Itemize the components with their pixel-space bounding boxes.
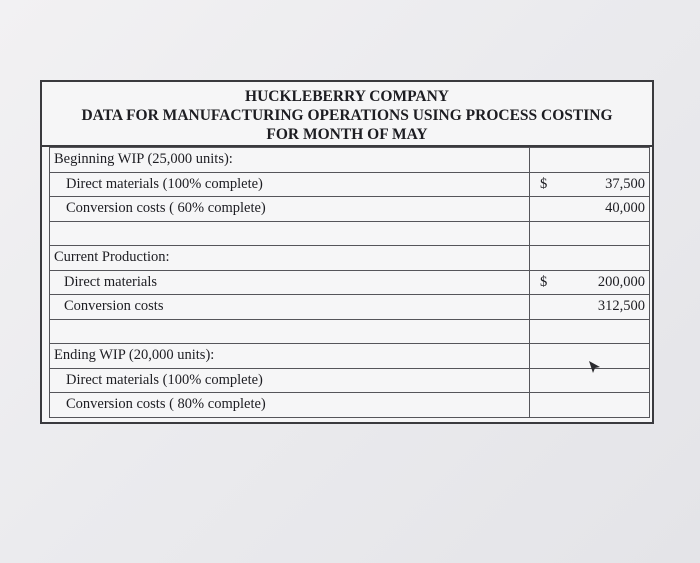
empty-cell bbox=[530, 393, 650, 418]
current-cc-label: Conversion costs bbox=[50, 295, 530, 320]
empty-cell bbox=[530, 221, 650, 246]
current-dm-amount: 200,000 bbox=[597, 273, 645, 290]
beginning-wip-title: Beginning WIP (25,000 units): bbox=[50, 148, 530, 173]
beginning-dm-cell bbox=[530, 172, 650, 197]
beginning-dm-amount: 37,500 bbox=[605, 175, 645, 192]
table-row bbox=[50, 197, 650, 222]
company-name: HUCKLEBERRY COMPANY bbox=[245, 88, 449, 105]
beginning-cc-label: Conversion costs ( 60% complete) bbox=[50, 197, 530, 222]
beginning-dm-currency: $ bbox=[540, 175, 548, 192]
sheet-subtitle: DATA FOR MANUFACTURING OPERATIONS USING PROCESS COSTING bbox=[81, 107, 613, 124]
mouse-cursor-icon bbox=[588, 360, 602, 374]
beginning-cc-amount: 40,000 bbox=[530, 197, 650, 222]
table-row bbox=[50, 319, 650, 344]
beginning-dm-label: Direct materials (100% complete) bbox=[50, 172, 530, 197]
sheet-header bbox=[42, 82, 652, 147]
current-dm-cell bbox=[530, 270, 650, 295]
empty-cell bbox=[530, 148, 650, 173]
table-row bbox=[50, 172, 650, 197]
current-production-title: Current Production: bbox=[50, 246, 530, 271]
empty-cell bbox=[530, 246, 650, 271]
table-row bbox=[50, 221, 650, 246]
empty-cell bbox=[50, 319, 530, 344]
table-row bbox=[50, 148, 650, 173]
table-row bbox=[50, 270, 650, 295]
table-row bbox=[50, 344, 650, 369]
costing-table bbox=[49, 147, 650, 418]
sheet-period: FOR MONTH OF MAY bbox=[266, 126, 428, 143]
costing-data-sheet bbox=[40, 80, 654, 424]
table-row bbox=[50, 368, 650, 393]
table-row bbox=[50, 246, 650, 271]
empty-cell bbox=[530, 319, 650, 344]
table-row bbox=[50, 393, 650, 418]
current-dm-label: Direct materials bbox=[50, 270, 530, 295]
empty-cell bbox=[50, 221, 530, 246]
ending-wip-title: Ending WIP (20,000 units): bbox=[50, 344, 530, 369]
ending-dm-label: Direct materials (100% complete) bbox=[50, 368, 530, 393]
table-row bbox=[50, 295, 650, 320]
current-dm-currency: $ bbox=[540, 273, 548, 290]
ending-cc-label: Conversion costs ( 80% complete) bbox=[50, 393, 530, 418]
current-cc-amount: 312,500 bbox=[530, 295, 650, 320]
